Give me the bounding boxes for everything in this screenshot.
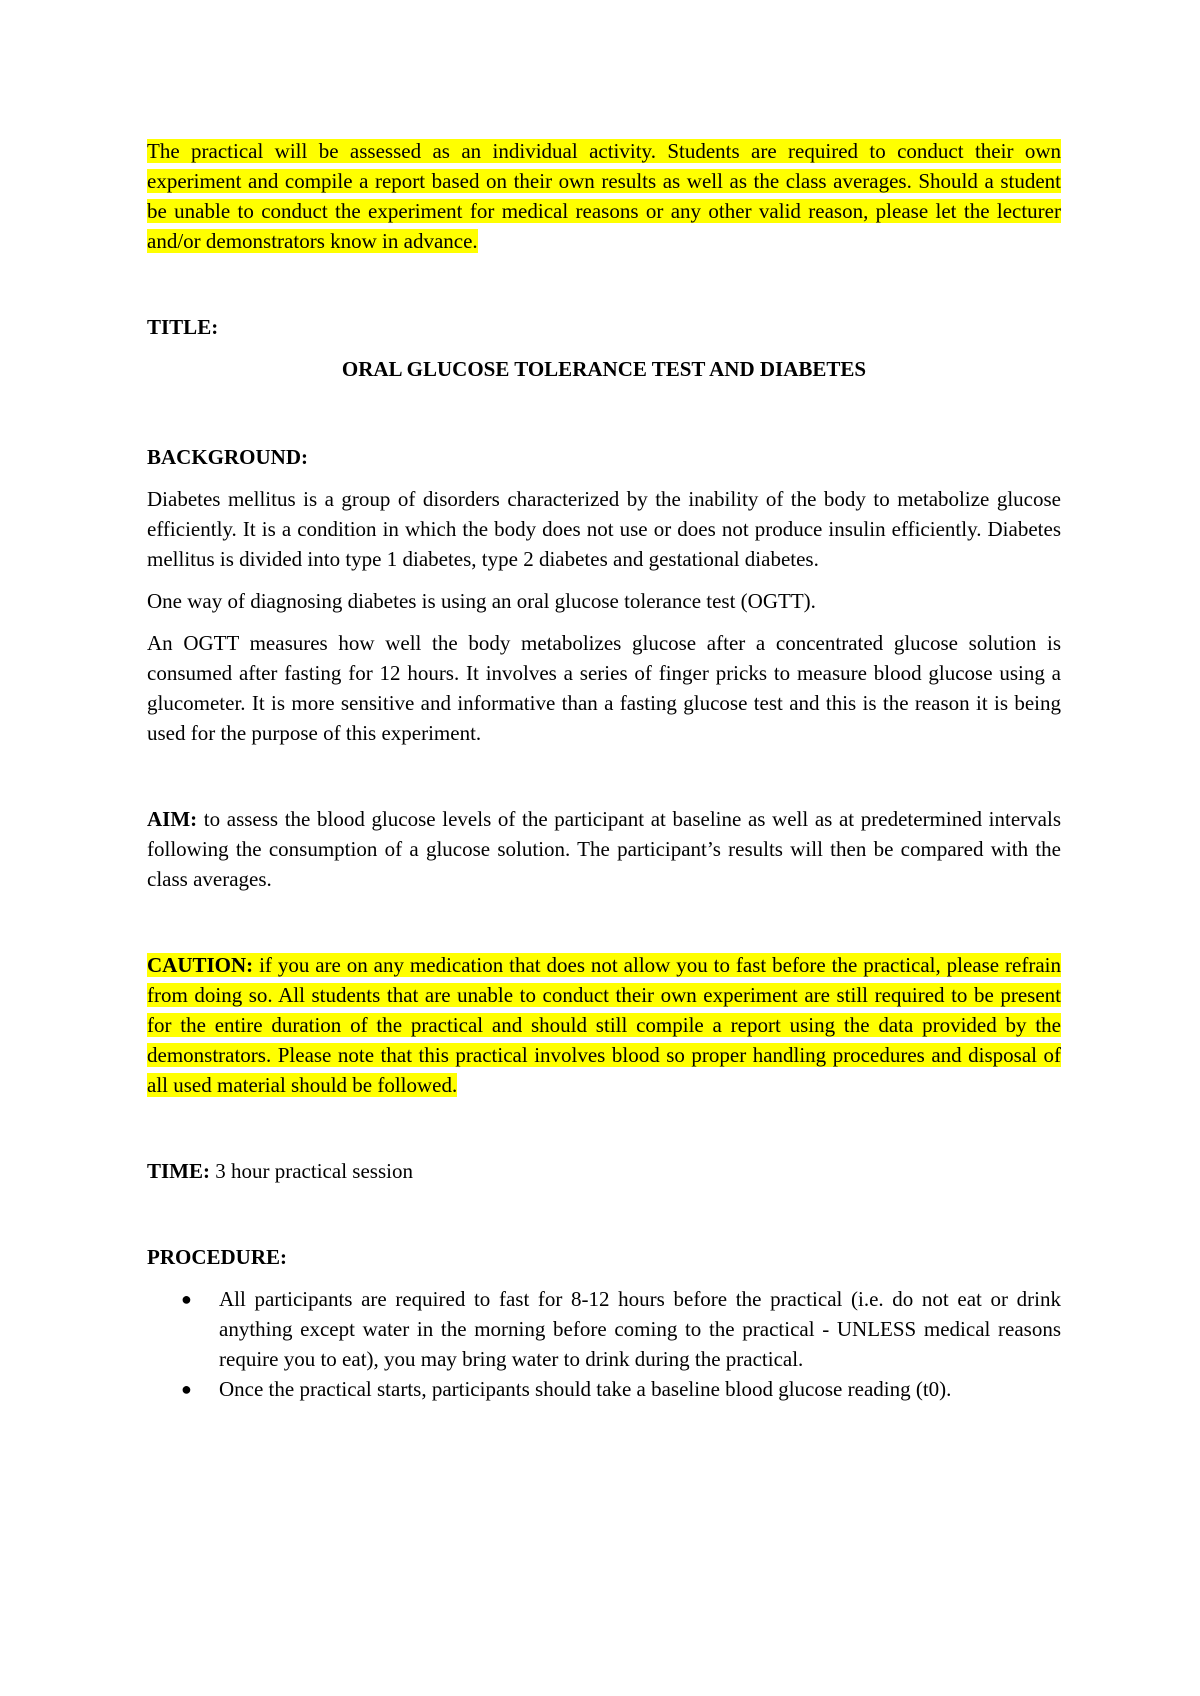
- aim-text: to assess the blood glucose levels of the participant at baseline as well as at predetermined intervals following the consumption of a glucose solution. The participant’s results will then be compared with the class averages.: [147, 807, 1061, 891]
- bullet-icon: ●: [181, 1379, 192, 1399]
- background-paragraph-3: An OGTT measures how well the body metabolizes glucose after a concentrated glucose solution is consumed after fasting for 12 hours. It involves a series of finger pricks to measure blood glucose using a glucometer. It is more sensitive and informative than a fasting glucose test and this is the reason it is being used for the purpose of this experiment.: [147, 631, 1061, 745]
- time-label: TIME:: [147, 1159, 210, 1183]
- procedure-item-text: Once the practical starts, participants should take a baseline blood glucose reading (t0).: [219, 1377, 952, 1401]
- time-text: 3 hour practical session: [210, 1159, 413, 1183]
- caution-text: if you are on any medication that does not allow you to fast before the practical, please refrain from doing so. All students that are unable to conduct their own experiment are still required to be present for the entire duration of the practical and should still compile a report using the data provided by the demonstrators. Please note that this practical involves blood so proper handling procedures and disposal of all used material should be followed.: [147, 953, 1061, 1097]
- bullet-icon: ●: [181, 1289, 192, 1309]
- caution-paragraph: [147, 950, 1061, 1100]
- list-item: [147, 1284, 1061, 1374]
- procedure-item-text: All participants are required to fast for 8-12 hours before the practical (i.e. do not eat or drink anything except water in the morning before coming to the practical - UNLESS medical reasons require you to eat), you may bring water to drink during the practical.: [219, 1287, 1061, 1371]
- page-title: ORAL GLUCOSE TOLERANCE TEST AND DIABETES: [341, 357, 867, 381]
- title-label: TITLE:: [147, 315, 219, 339]
- background-heading: BACKGROUND:: [147, 445, 308, 469]
- background-paragraph-2: One way of diagnosing diabetes is using an oral glucose tolerance test (OGTT).: [147, 589, 816, 613]
- aim-label: AIM:: [147, 807, 198, 831]
- aim-paragraph: [147, 804, 1061, 894]
- intro-paragraph: [147, 136, 1061, 256]
- caution-highlighted-text: [147, 953, 1061, 1097]
- caution-label: CAUTION:: [147, 953, 254, 977]
- procedure-heading: PROCEDURE:: [147, 1245, 287, 1269]
- list-item: [147, 1374, 1061, 1404]
- background-paragraph-1: Diabetes mellitus is a group of disorders characterized by the inability of the body to metabolize glucose efficiently. It is a condition in which the body does not use or does not produce insulin efficiently. Diabetes mellitus is divided into type 1 diabetes, type 2 diabetes and gestational diabetes.: [147, 487, 1061, 571]
- document-page: [147, 136, 1061, 1404]
- time-paragraph: [147, 1156, 1061, 1186]
- procedure-list: [147, 1284, 1061, 1404]
- intro-highlighted-text: The practical will be assessed as an individual activity. Students are required to conduct their own experiment and compile a report based on their own results as well as the class averages. Should a student be unable to conduct the experiment for medical reasons or any other valid reason, please let the lecturer and/or demonstrators know in advance.: [147, 139, 1061, 253]
